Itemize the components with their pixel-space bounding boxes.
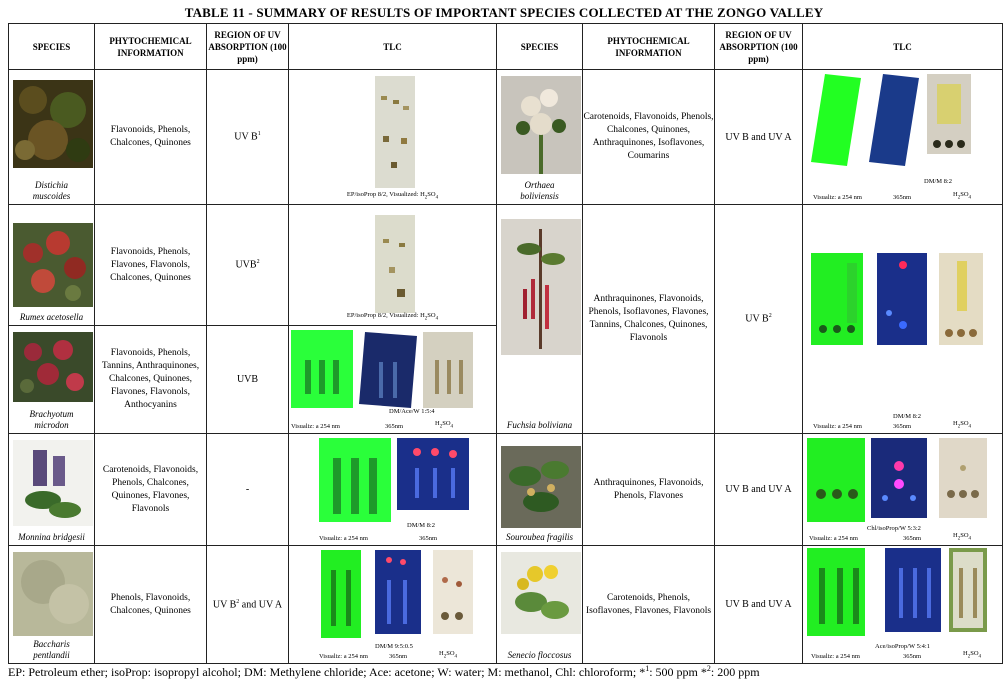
tlc-vis-254: Visualiz: a 254 nm <box>319 535 368 542</box>
tlc-cell <box>803 434 1003 546</box>
header-phyto-right: PHYTOCHEMICAL INFORMATION <box>583 24 715 70</box>
species-photo-souroubea <box>501 446 581 528</box>
uv-region: UV $B^2$ and UV A <box>207 546 289 664</box>
tlc-plate-h2so4 <box>375 215 415 313</box>
tlc-cell <box>803 205 1003 434</box>
tlc-plate-254nm <box>319 438 391 522</box>
summary-table <box>8 23 1003 664</box>
species-name: Baccharis pentlandii <box>33 639 70 660</box>
species-cell <box>497 546 583 664</box>
tlc-plate-365nm <box>871 438 927 518</box>
uv-region: - <box>207 434 289 546</box>
tlc-solvent: Chl/isoProp/W 5:3:2 <box>867 525 921 532</box>
tlc-plate-254nm <box>291 330 353 408</box>
species-cell <box>9 326 95 434</box>
tlc-plate-365nm <box>885 548 941 632</box>
tlc-vis-254: Visualiz: a 254 nm <box>809 535 858 542</box>
phyto-info: Carotenoids, Flavonoids, Phenols, Chalcones, Quinones, Anthraquinones, Isoflavones, Coumarins <box>583 70 715 205</box>
species-name: Distichia muscoides <box>32 180 71 201</box>
tlc-plate-365nm <box>359 332 417 408</box>
header-tlc-right: TLC <box>803 24 1003 70</box>
header-tlc-left: TLC <box>289 24 497 70</box>
phyto-info: Anthraquinones, Flavonoids, Phenols, Flavones <box>583 434 715 546</box>
tlc-caption: EP/isoProp 8/2, Visualized: $H_2SO_4$ <box>346 190 439 200</box>
species-photo-distichia <box>13 80 93 168</box>
species-cell <box>9 70 95 205</box>
tlc-vis-365: 365nm <box>385 423 404 430</box>
tlc-vis-h2so4: $H_2SO_4$ <box>953 531 972 541</box>
uv-region: UV B and UV A <box>715 434 803 546</box>
tlc-plate-254nm <box>807 548 865 636</box>
uv-region: UVB <box>207 326 289 434</box>
tlc-plate-365nm <box>869 74 919 166</box>
tlc-cell <box>803 546 1003 664</box>
tlc-cell <box>289 205 497 326</box>
species-name: Brachyotum microdon <box>29 409 74 430</box>
tlc-vis-365: 365nm <box>903 535 922 542</box>
tlc-vis-365: 365nm <box>903 653 922 660</box>
tlc-solvent: DM/Ace/W 1:5:4 <box>389 408 435 415</box>
tlc-vis-h2so4: $H_2SO_4$ <box>439 649 458 659</box>
tlc-plate-254nm <box>807 438 865 522</box>
tlc-solvent: DM/M 8:2 <box>924 178 952 185</box>
tlc-cell <box>289 434 497 546</box>
tlc-cell <box>289 70 497 205</box>
tlc-vis-h2so4: $H_2SO_4$ <box>953 419 972 429</box>
phyto-info: Anthraquinones, Flavonoids, Phenols, Isoflavones, Flavones, Tannins, Chalcones, Quinones, Flavonols <box>583 205 715 434</box>
species-cell <box>9 546 95 664</box>
header-species-right: SPECIES <box>497 24 583 70</box>
tlc-solvent: DM/M 8:2 <box>893 413 921 420</box>
phyto-info: Flavonoids, Phenols, Tannins, Anthraquinones, Chalcones, Quinones, Flavones, Flavonols, Anthocyanins <box>95 326 207 434</box>
header-species-left: SPECIES <box>9 24 95 70</box>
species-name: Souroubea fragilis <box>506 532 573 542</box>
tlc-vis-h2so4: $H_2SO_4$ <box>953 190 972 200</box>
tlc-plate-h2so4 <box>939 253 983 345</box>
uv-region: UV B and UV A <box>715 546 803 664</box>
species-cell <box>9 434 95 546</box>
tlc-plate-h2so4 <box>433 550 473 634</box>
tlc-plate-254nm <box>321 550 361 638</box>
species-cell <box>497 205 583 434</box>
tlc-vis-365: 365nm <box>893 194 912 201</box>
tlc-plate-365nm <box>877 253 927 345</box>
tlc-vis-254: Visualiz: a 254 nm <box>811 653 860 660</box>
header-uv-left: REGION OF UV ABSORPTION (100 ppm) <box>207 24 289 70</box>
tlc-vis-365: 365nm <box>389 653 408 660</box>
species-name: Orthaea boliviensis <box>520 180 559 201</box>
species-cell <box>9 205 95 326</box>
species-cell <box>497 70 583 205</box>
footnote: EP: Petroleum ether; isoProp: isopropyl alcohol; DM: Methylene chloride; Ace: acetone; W: water; M: methanol, Chl: chloroform; *$^1$: 500 ppm *$^2$: 200 ppm <box>8 664 760 679</box>
tlc-vis-254: Visualiz: a 254 nm <box>319 653 368 660</box>
tlc-plate-h2so4 <box>375 76 415 188</box>
phyto-info: Flavonoids, Phenols, Flavones, Flavonols, Chalcones, Quinones <box>95 205 207 326</box>
species-photo-monnina <box>13 440 93 526</box>
tlc-solvent: DM/M 8:2 <box>407 522 435 529</box>
tlc-vis-h2so4: $H_2SO_4$ <box>435 419 454 429</box>
tlc-plate-h2so4 <box>927 74 971 154</box>
uv-region: UV $B^2$ <box>715 205 803 434</box>
tlc-plate-254nm <box>811 74 861 166</box>
tlc-cell <box>289 546 497 664</box>
species-name: Monnina bridgesii <box>18 532 85 542</box>
phyto-info: Flavonoids, Phenols, Chalcones, Quinones <box>95 70 207 205</box>
tlc-vis-365: 365nm <box>893 423 912 430</box>
tlc-solvent: Ace/isoProp/W 5:4:1 <box>875 643 930 650</box>
phyto-info: Carotenoids, Flavonoids, Phenols, Chalcones, Quinones, Flavones, Flavonols <box>95 434 207 546</box>
phyto-info: Carotenoids, Phenols, Isoflavones, Flavones, Flavonols <box>583 546 715 664</box>
uv-region: UV $B^1$ <box>207 70 289 205</box>
tlc-vis-254: Visualiz: a 254 nm <box>291 423 340 430</box>
species-photo-brachyotum <box>13 332 93 402</box>
tlc-plate-365nm <box>375 550 421 634</box>
header-uv-right: REGION OF UV ABSORPTION (100 ppm) <box>715 24 803 70</box>
species-name: Senecio floccosus <box>507 650 572 660</box>
species-cell <box>497 434 583 546</box>
species-photo-senecio <box>501 552 581 634</box>
tlc-plate-h2so4 <box>423 332 473 408</box>
tlc-vis-h2so4: $H_2SO_4$ <box>963 649 982 659</box>
page-title: TABLE 11 - SUMMARY OF RESULTS OF IMPORTANT SPECIES COLLECTED AT THE ZONGO VALLEY <box>184 5 824 20</box>
tlc-vis-254: Visualiz: a 254 nm <box>813 423 862 430</box>
tlc-plate-254nm <box>811 253 863 345</box>
tlc-vis-254: Visualiz: a 254 nm <box>813 194 862 201</box>
species-photo-rumex <box>13 223 93 307</box>
tlc-caption: EP/isoProp 8/2, Visualized: $H_2SO_4$ <box>346 311 439 321</box>
uv-region: UVB$^2$ <box>207 205 289 326</box>
tlc-vis-365: 365nm <box>419 535 438 542</box>
species-photo-fuchsia <box>501 219 581 355</box>
tlc-solvent: DM/M 9:5:0.5 <box>375 643 413 650</box>
tlc-cell <box>803 70 1003 205</box>
species-name: Fuchsia boliviana <box>506 420 573 430</box>
tlc-cell <box>289 326 497 434</box>
header-phyto-left: PHYTOCHEMICAL INFORMATION <box>95 24 207 70</box>
tlc-plate-365nm <box>397 438 469 510</box>
uv-region: UV B and UV A <box>715 70 803 205</box>
tlc-plate-h2so4 <box>939 438 987 518</box>
phyto-info: Phenols, Flavonoids, Chalcones, Quinones <box>95 546 207 664</box>
species-name: Rumex acetosella <box>19 312 84 322</box>
tlc-plate-h2so4 <box>949 548 987 632</box>
species-photo-orthaea <box>501 76 581 174</box>
species-photo-baccharis <box>13 552 93 636</box>
